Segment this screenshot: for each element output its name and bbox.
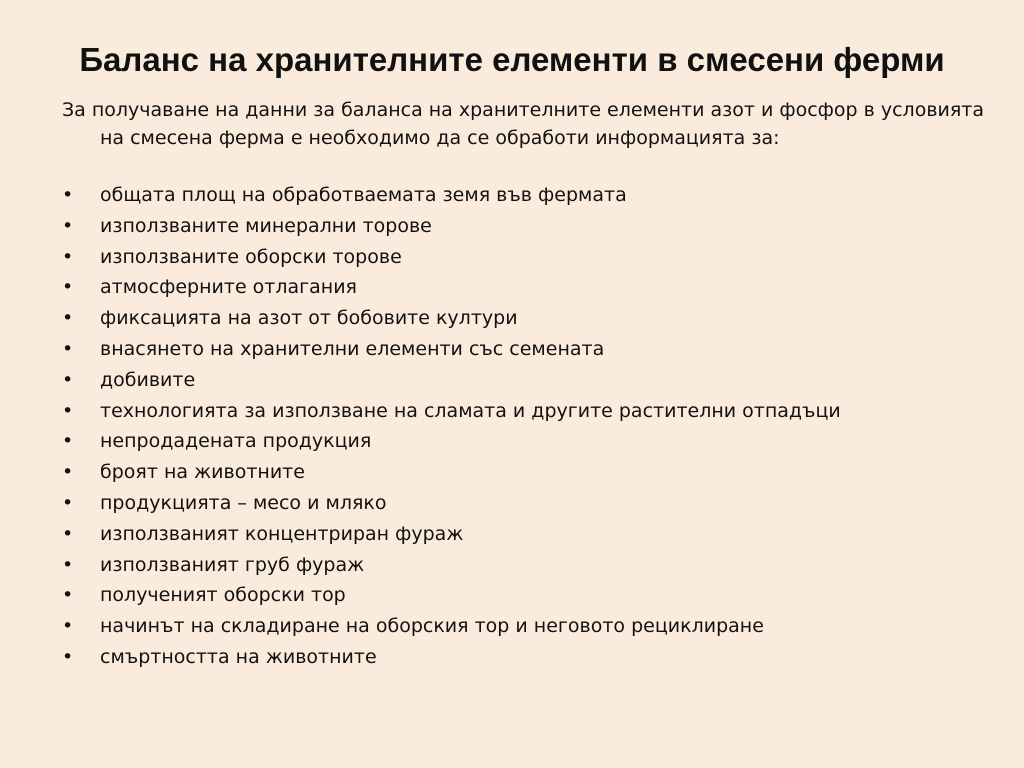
bullet-icon: •	[62, 461, 74, 484]
bullet-icon: •	[62, 276, 74, 299]
list-item-text: внасянето на хранителни елементи със семената	[100, 337, 605, 360]
bullet-icon: •	[62, 430, 74, 453]
slide-title: Баланс на хранителните елементи в смесени ферми	[79, 41, 945, 78]
list-item	[62, 611, 962, 642]
bullet-icon: •	[62, 214, 74, 237]
list-item	[62, 519, 962, 550]
list-item	[62, 242, 962, 273]
list-item	[62, 550, 962, 581]
list-item-text: атмосферните отлагания	[100, 276, 357, 299]
list-item-text: начинът на складиране на оборския тор и неговото рециклиране	[100, 615, 764, 638]
list-item-text: полученият оборски тор	[100, 584, 346, 607]
list-item-text: непродадената продукция	[100, 430, 372, 453]
bullet-icon: •	[62, 553, 74, 576]
list-item	[62, 303, 962, 334]
list-item	[62, 642, 962, 673]
intro-paragraph: За получаване на данни за баланса на хранителните елементи азот и фосфор в условията на смесена ферма е необходимо да се обработи информацията за:	[62, 99, 985, 149]
list-item	[62, 365, 962, 396]
list-item	[62, 211, 962, 242]
bullet-icon: •	[62, 491, 74, 514]
bullet-icon: •	[62, 245, 74, 268]
list-item-text: използваните оборски торове	[100, 245, 402, 268]
list-item-text: фиксацията на азот от бобовите култури	[100, 307, 518, 330]
bullet-icon: •	[62, 399, 74, 422]
list-item-text: смъртността на животните	[100, 645, 377, 668]
bullet-list	[62, 180, 962, 673]
list-item-text: общата площ на обработваемата земя във фермата	[100, 184, 627, 206]
bullet-icon: •	[62, 645, 74, 668]
bullet-icon: •	[62, 522, 74, 545]
list-item	[62, 426, 962, 457]
list-item	[62, 396, 962, 427]
bullet-icon: •	[62, 184, 74, 206]
bullet-icon: •	[62, 337, 74, 360]
list-item-text: технологията за използване на сламата и другите растителни отпадъци	[100, 399, 841, 422]
list-item-text: добивите	[100, 368, 196, 391]
bullet-icon: •	[62, 584, 74, 607]
bullet-icon: •	[62, 615, 74, 638]
list-item-text: използваният концентриран фураж	[100, 522, 464, 545]
list-item-text: броят на животните	[100, 461, 305, 484]
list-item	[62, 488, 962, 519]
bullet-icon: •	[62, 307, 74, 330]
list-item	[62, 272, 962, 303]
list-item	[62, 334, 962, 365]
list-item-text: използваните минерални торове	[100, 214, 432, 237]
list-item-text: продукцията – месо и мляко	[100, 491, 387, 514]
list-item-text: използваният груб фураж	[100, 553, 365, 576]
list-item	[62, 580, 962, 611]
list-item	[62, 180, 962, 211]
list-item	[62, 457, 962, 488]
bullet-icon: •	[62, 368, 74, 391]
